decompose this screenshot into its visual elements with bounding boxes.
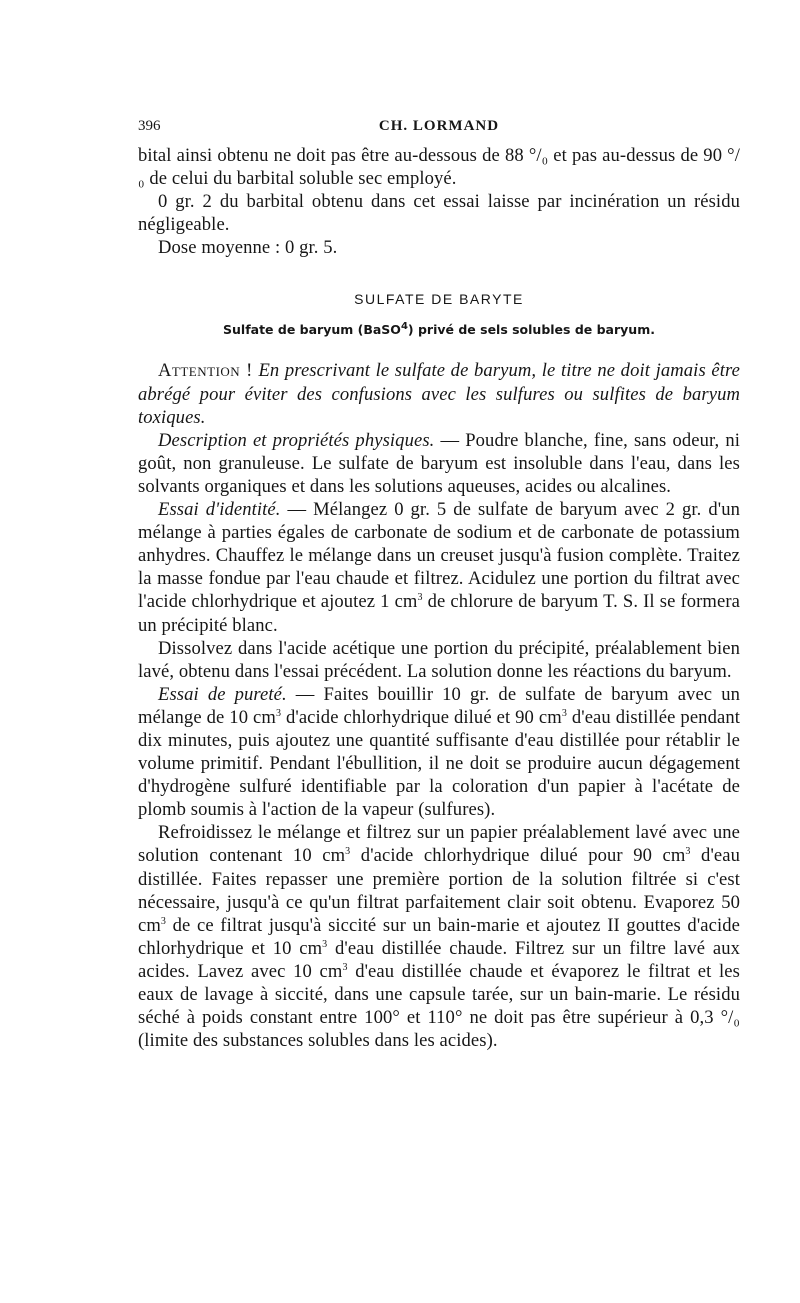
attention-label: Attention ! bbox=[158, 360, 253, 382]
identity-superscript: 3 bbox=[417, 592, 423, 604]
dose-paragraph: Dose moyenne : 0 gr. 5. bbox=[158, 237, 338, 259]
intro-paragraph-1: bital ainsi obtenu ne doit pas être au-dessous de 88 °/₀ et pas au-dessus de 90 °/₀ de celui du barbital soluble sec employé. bbox=[138, 145, 740, 190]
purity-p2-b: d'acide chlorhydrique dilué pour 90 cm bbox=[350, 845, 686, 867]
purity-p2-sup-3: 3 bbox=[160, 915, 167, 927]
purity-text-1: — Faites bouillir 10 gr. de sulfate de baryum avec un mélange de 10 cm bbox=[138, 683, 740, 728]
identity-text-b: de chlorure de baryum T. S. Il se formera un précipité blanc. bbox=[138, 591, 740, 636]
page-header bbox=[138, 118, 740, 144]
page-number: 396 bbox=[138, 118, 161, 134]
document-page bbox=[138, 118, 740, 1052]
attention-paragraph bbox=[138, 359, 740, 428]
purity-heading: Essai de pureté. bbox=[158, 683, 287, 705]
subtitle-superscript: 4 bbox=[400, 321, 408, 333]
attention-text: En prescrivant le sulfate de baryum, le titre ne doit jamais être abrégé pour éviter des confusions avec les sulfures ou sulfites de baryum toxiques. bbox=[138, 360, 740, 428]
description-paragraph bbox=[138, 429, 740, 498]
section-subtitle bbox=[138, 321, 740, 339]
identity-paragraph bbox=[138, 498, 740, 637]
identity-paragraph-2: Dissolvez dans l'acide acétique une portion du précipité, préalablement bien lavé, obtenu dans l'essai précédent. La solution donne les réactions du baryum. bbox=[138, 637, 740, 682]
purity-p2-sup-5: 3 bbox=[342, 961, 348, 973]
identity-heading: Essai d'identité. bbox=[158, 499, 281, 521]
purity-text-2: d'acide chlorhydrique dilué et 90 cm bbox=[281, 706, 562, 728]
purity-p2-sup-4: 3 bbox=[322, 938, 328, 950]
purity-p2-sup-1: 3 bbox=[345, 846, 351, 858]
section-title: SULFATE DE BARYTE bbox=[354, 291, 524, 308]
purity-superscript-1: 3 bbox=[275, 707, 282, 719]
purity-p2-e: d'eau distillée chaude. Filtrez sur un filtre lavé aux acides. Lavez avec 10 cm bbox=[138, 937, 740, 982]
identity-text-a: — Mélangez 0 gr. 5 de sulfate de baryum avec 2 gr. d'un mélange à parties égales de carbonate de sodium et de carbonate de potassium anhydres. Chauffez le mélange dans un creuset jusqu'à fusion complète. Traitez la masse fondue par l'eau chaude et filtrez. Acidulez une portion du filtrat avec l'acide chlorhydrique et ajoutez 1 cm bbox=[138, 499, 740, 613]
purity-p2-c: d'eau distillée. Faites repasser une première portion de la solution filtrée si c'est nécessaire, jusqu'à ce qu'un filtrat parfaitement clair soit obtenu. Evaporez 50 cm bbox=[138, 845, 740, 936]
purity-p2-sup-2: 3 bbox=[685, 846, 691, 858]
purity-p2-f: d'eau distillée chaude et évaporez le filtrat et les eaux de lavage à siccité, dans une capsule tarée, sur un bain-marie. Le résidu séché à poids constant entre 100° et 110° ne doit pas être supérieur à 0,3 °/₀ (limite des substances solubles dans les acides). bbox=[138, 960, 740, 1052]
purity-superscript-2: 3 bbox=[561, 707, 567, 719]
subtitle-text-b: ) privé de sels solubles de baryum. bbox=[407, 322, 655, 338]
subtitle-text-a: Sulfate de baryum (BaSO bbox=[223, 322, 401, 338]
purity-p2-d: de ce filtrat jusqu'à siccité sur un bain-marie et ajoutez II gouttes d'acide chlorhydrique et 10 cm bbox=[138, 914, 740, 959]
purity-paragraph-2 bbox=[138, 821, 740, 1052]
running-head: CH. LORMAND bbox=[378, 118, 500, 134]
purity-text-3: d'eau distillée pendant dix minutes, puis ajoutez une quantité suffisante d'eau distillée pour rétablir le volume primitif. Pendant l'ébullition, il ne doit se produire aucun dégagement d'hydrogène sulfuré identifiable par la coloration d'un papier à l'acétate de plomb soumis à l'action de la vapeur (sulfures). bbox=[138, 706, 740, 821]
description-heading: Description et propriétés physiques. bbox=[158, 429, 435, 451]
description-text: — Poudre blanche, fine, sans odeur, ni goût, non granuleuse. Le sulfate de baryum est insoluble dans l'eau, dans les solvants organiques et dans les solutions aqueuses, acides ou alcalines. bbox=[138, 429, 741, 497]
intro-paragraph-2: 0 gr. 2 du barbital obtenu dans cet essai laisse par incinération un résidu négligeable. bbox=[138, 191, 740, 236]
purity-paragraph bbox=[138, 683, 740, 822]
purity-p2-a: Refroidissez le mélange et filtrez sur un papier préalablement lavé avec une solution contenant 10 cm bbox=[138, 822, 740, 867]
